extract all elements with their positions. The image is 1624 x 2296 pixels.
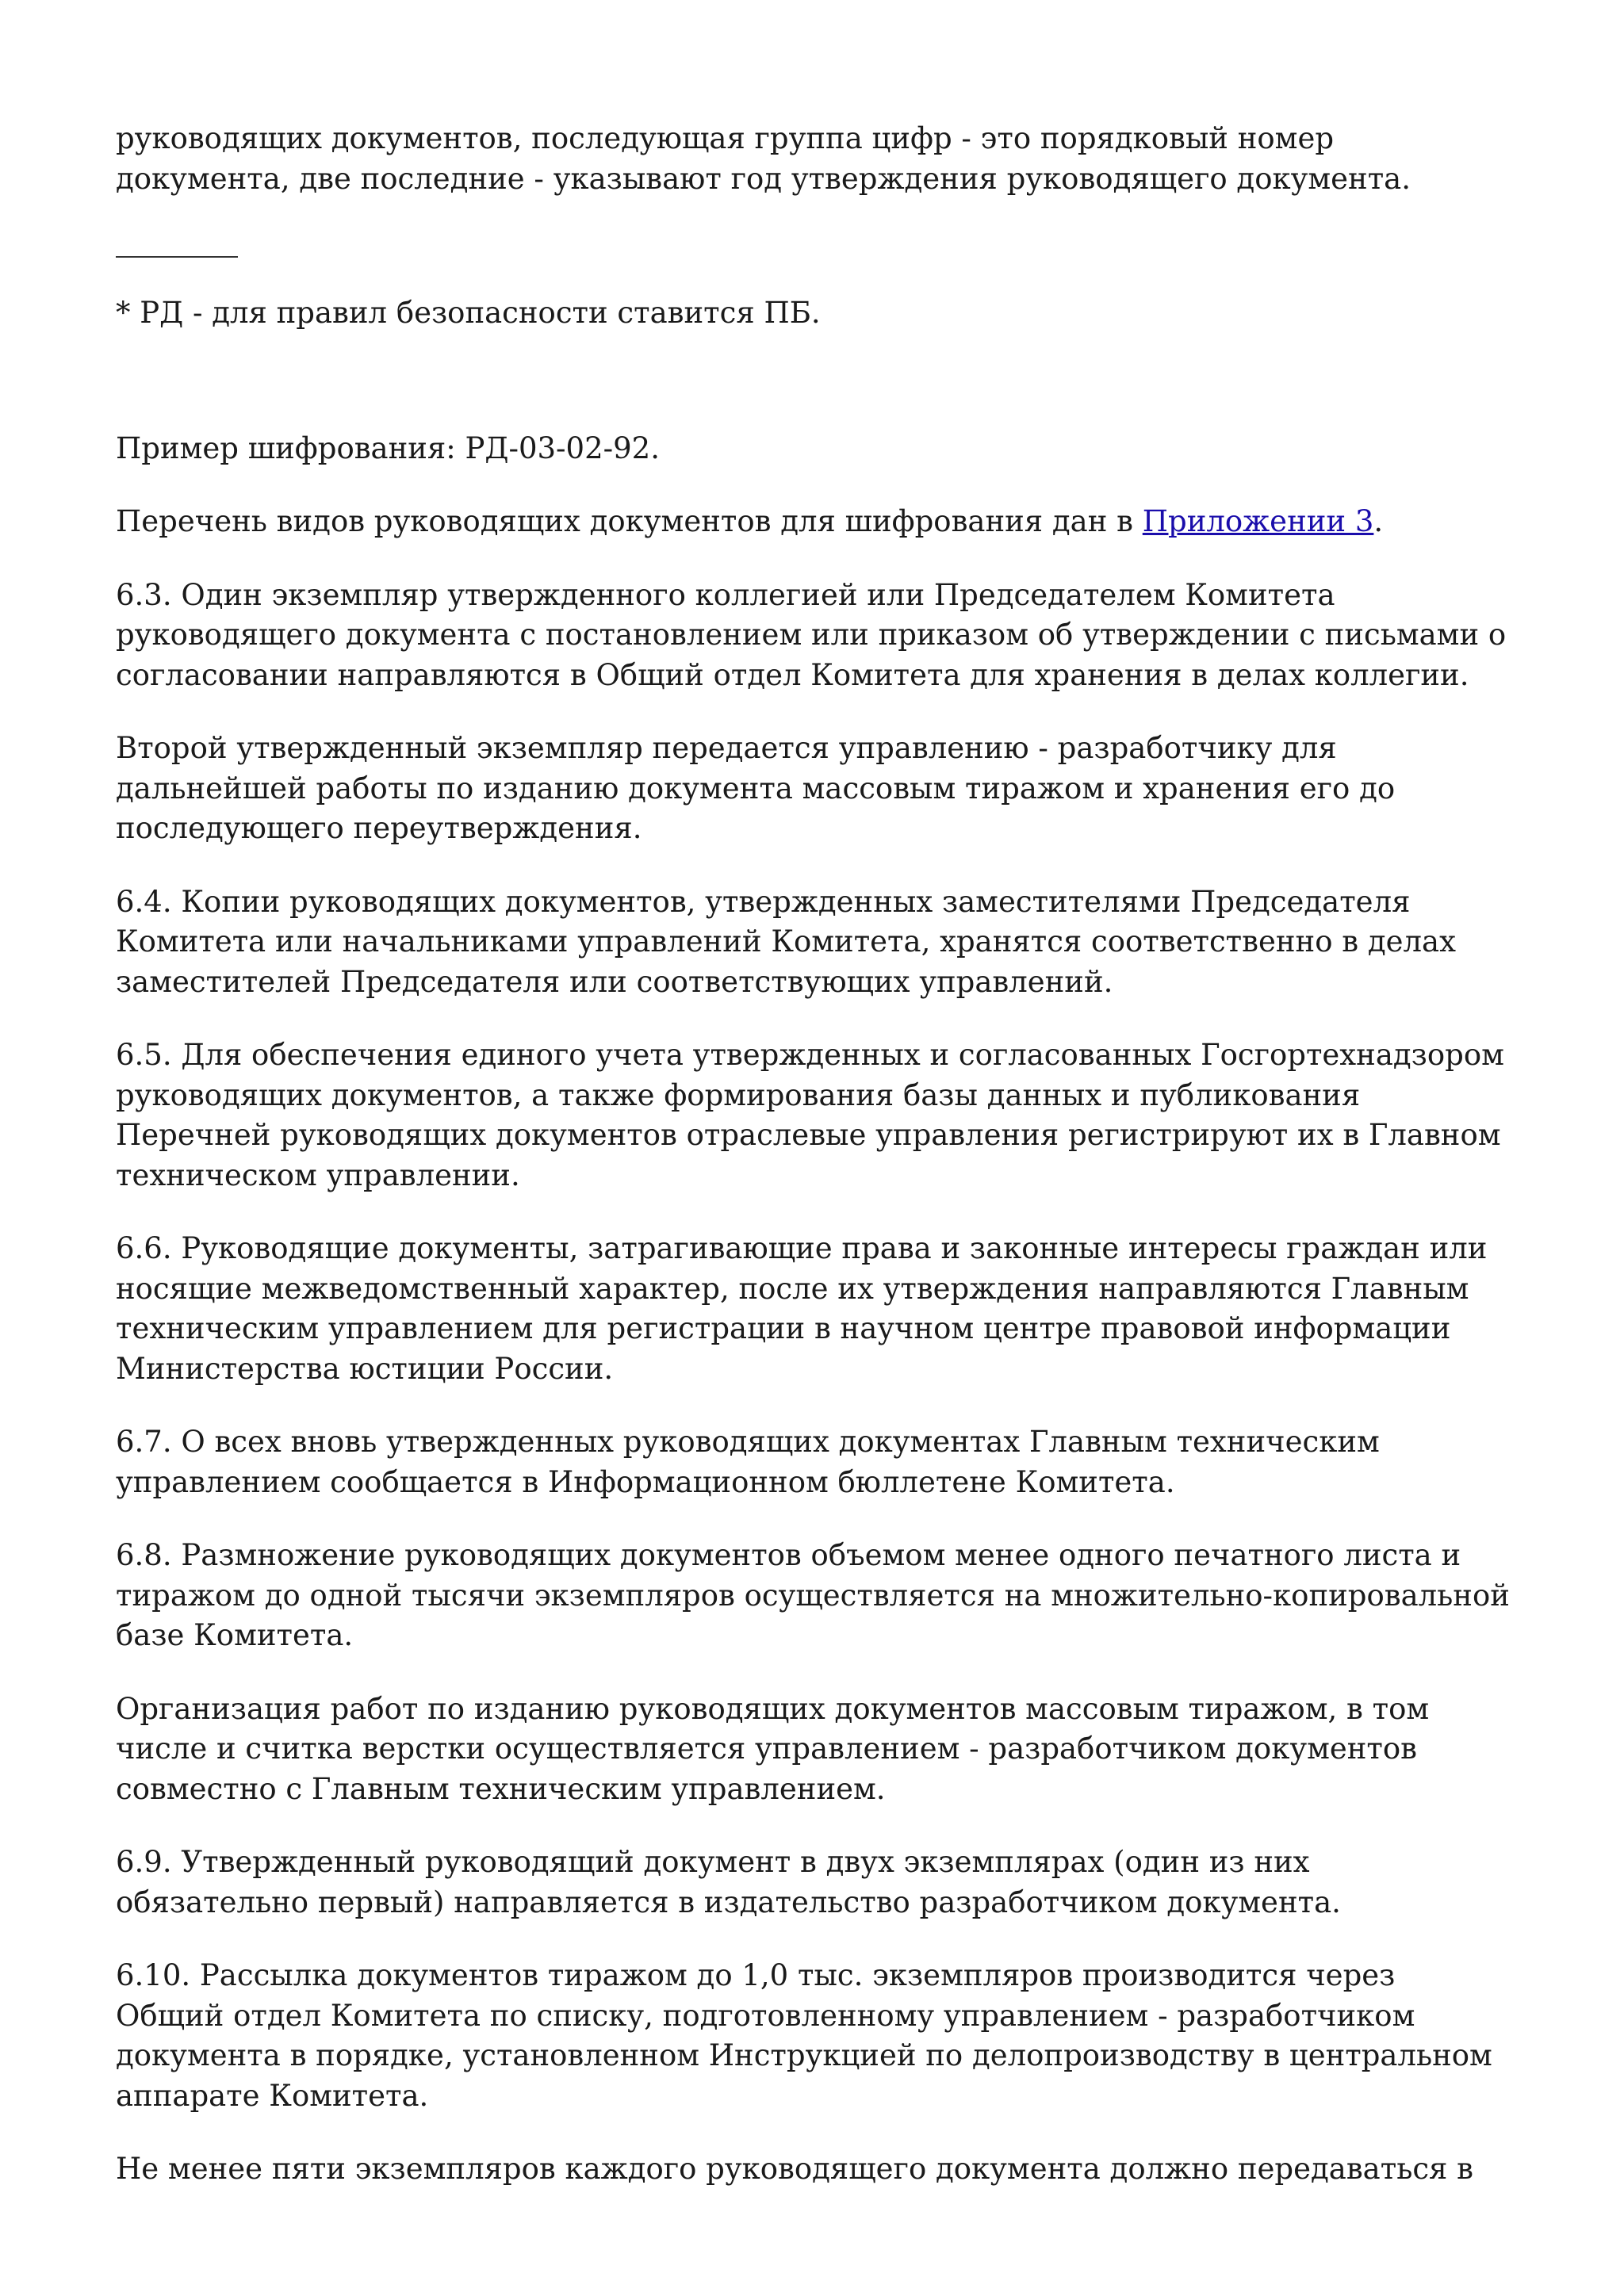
list-reference-text: Перечень видов руководящих документов для шифрования дан в bbox=[116, 504, 1143, 538]
paragraph-6-9: 6.9. Утвержденный руководящий документ в двух экземплярах (один из них обязательно первый) направляется в издательство разработчиком документа. bbox=[116, 1845, 1341, 1919]
paragraph-6-10: 6.10. Рассылка документов тиражом до 1,0 тыс. экземпляров производится через Общий отдел Комитета по списку, подготовленному управлением - разработчиком документа в порядке, установленном Инструкцией по делопроизводству в центральном аппарате Комитета. bbox=[116, 1958, 1492, 2113]
example-paragraph: Пример шифрования: РД-03-02-92. bbox=[116, 430, 660, 465]
list-reference-paragraph bbox=[116, 502, 1511, 542]
paragraph-organization: Организация работ по изданию руководящих документов массовым тиражом, в том числе и считка верстки осуществляется управлением - разработчиком документов совместно с Главным техническим управлением. bbox=[116, 1691, 1430, 1806]
paragraph-6-5: 6.5. Для обеспечения единого учета утвержденных и согласованных Госгортехнадзором руководящих документов, а также формирования базы данных и публикования Перечней руководящих документов отраслевые управления регистрируют их в Главном техническом управлении. bbox=[116, 1038, 1504, 1192]
paragraph-6-7: 6.7. О всех вновь утвержденных руководящих документах Главным техническим управлением сообщается в Информационном бюллетене Комитета. bbox=[116, 1425, 1380, 1499]
footnote-text: * РД - для правил безопасности ставится ПБ. bbox=[116, 296, 821, 330]
list-reference-end: . bbox=[1373, 504, 1384, 538]
paragraph-second-copy: Второй утвержденный экземпляр передается управлению - разработчику для дальнейшей работы по изданию документа массовым тиражом и хранения его до последующего переутверждения. bbox=[116, 731, 1396, 845]
paragraph-6-3: 6.3. Один экземпляр утвержденного коллегией или Председателем Комитета руководящего документа с постановлением или приказом об утверждении с письмами о согласовании направляются в Общий отдел Комитета для хранения в делах коллегии. bbox=[116, 577, 1507, 692]
paragraph-6-4: 6.4. Копии руководящих документов, утвержденных заместителями Председателя Комитета или начальниками управлений Комитета, хранятся соответственно в делах заместителей Председателя или соответствующих управлений. bbox=[116, 884, 1456, 999]
appendix-3-link[interactable]: Приложении 3 bbox=[1142, 504, 1374, 538]
document-body bbox=[116, 119, 1511, 2223]
paragraph-6-6: 6.6. Руководящие документы, затрагивающие права и законные интересы граждан или носящие межведомственный характер, после их утверждения направляются Главным техническим управлением для регистрации в научном центре правовой информации Министерства юстиции России. bbox=[116, 1231, 1488, 1386]
paragraph-6-8: 6.8. Размножение руководящих документов объемом менее одного печатного листа и тиражом до одной тысячи экземпляров осуществляется на множительно-копировальной базе Комитета. bbox=[116, 1538, 1510, 1652]
footnote-divider bbox=[116, 256, 238, 258]
intro-paragraph: руководящих документов, последующая группа цифр - это порядковый номер документа, две последние - указывают год утверждения руководящего документа. bbox=[116, 121, 1411, 196]
paragraph-five-copies: Не менее пяти экземпляров каждого руководящего документа должно передаваться в bbox=[116, 2152, 1473, 2186]
